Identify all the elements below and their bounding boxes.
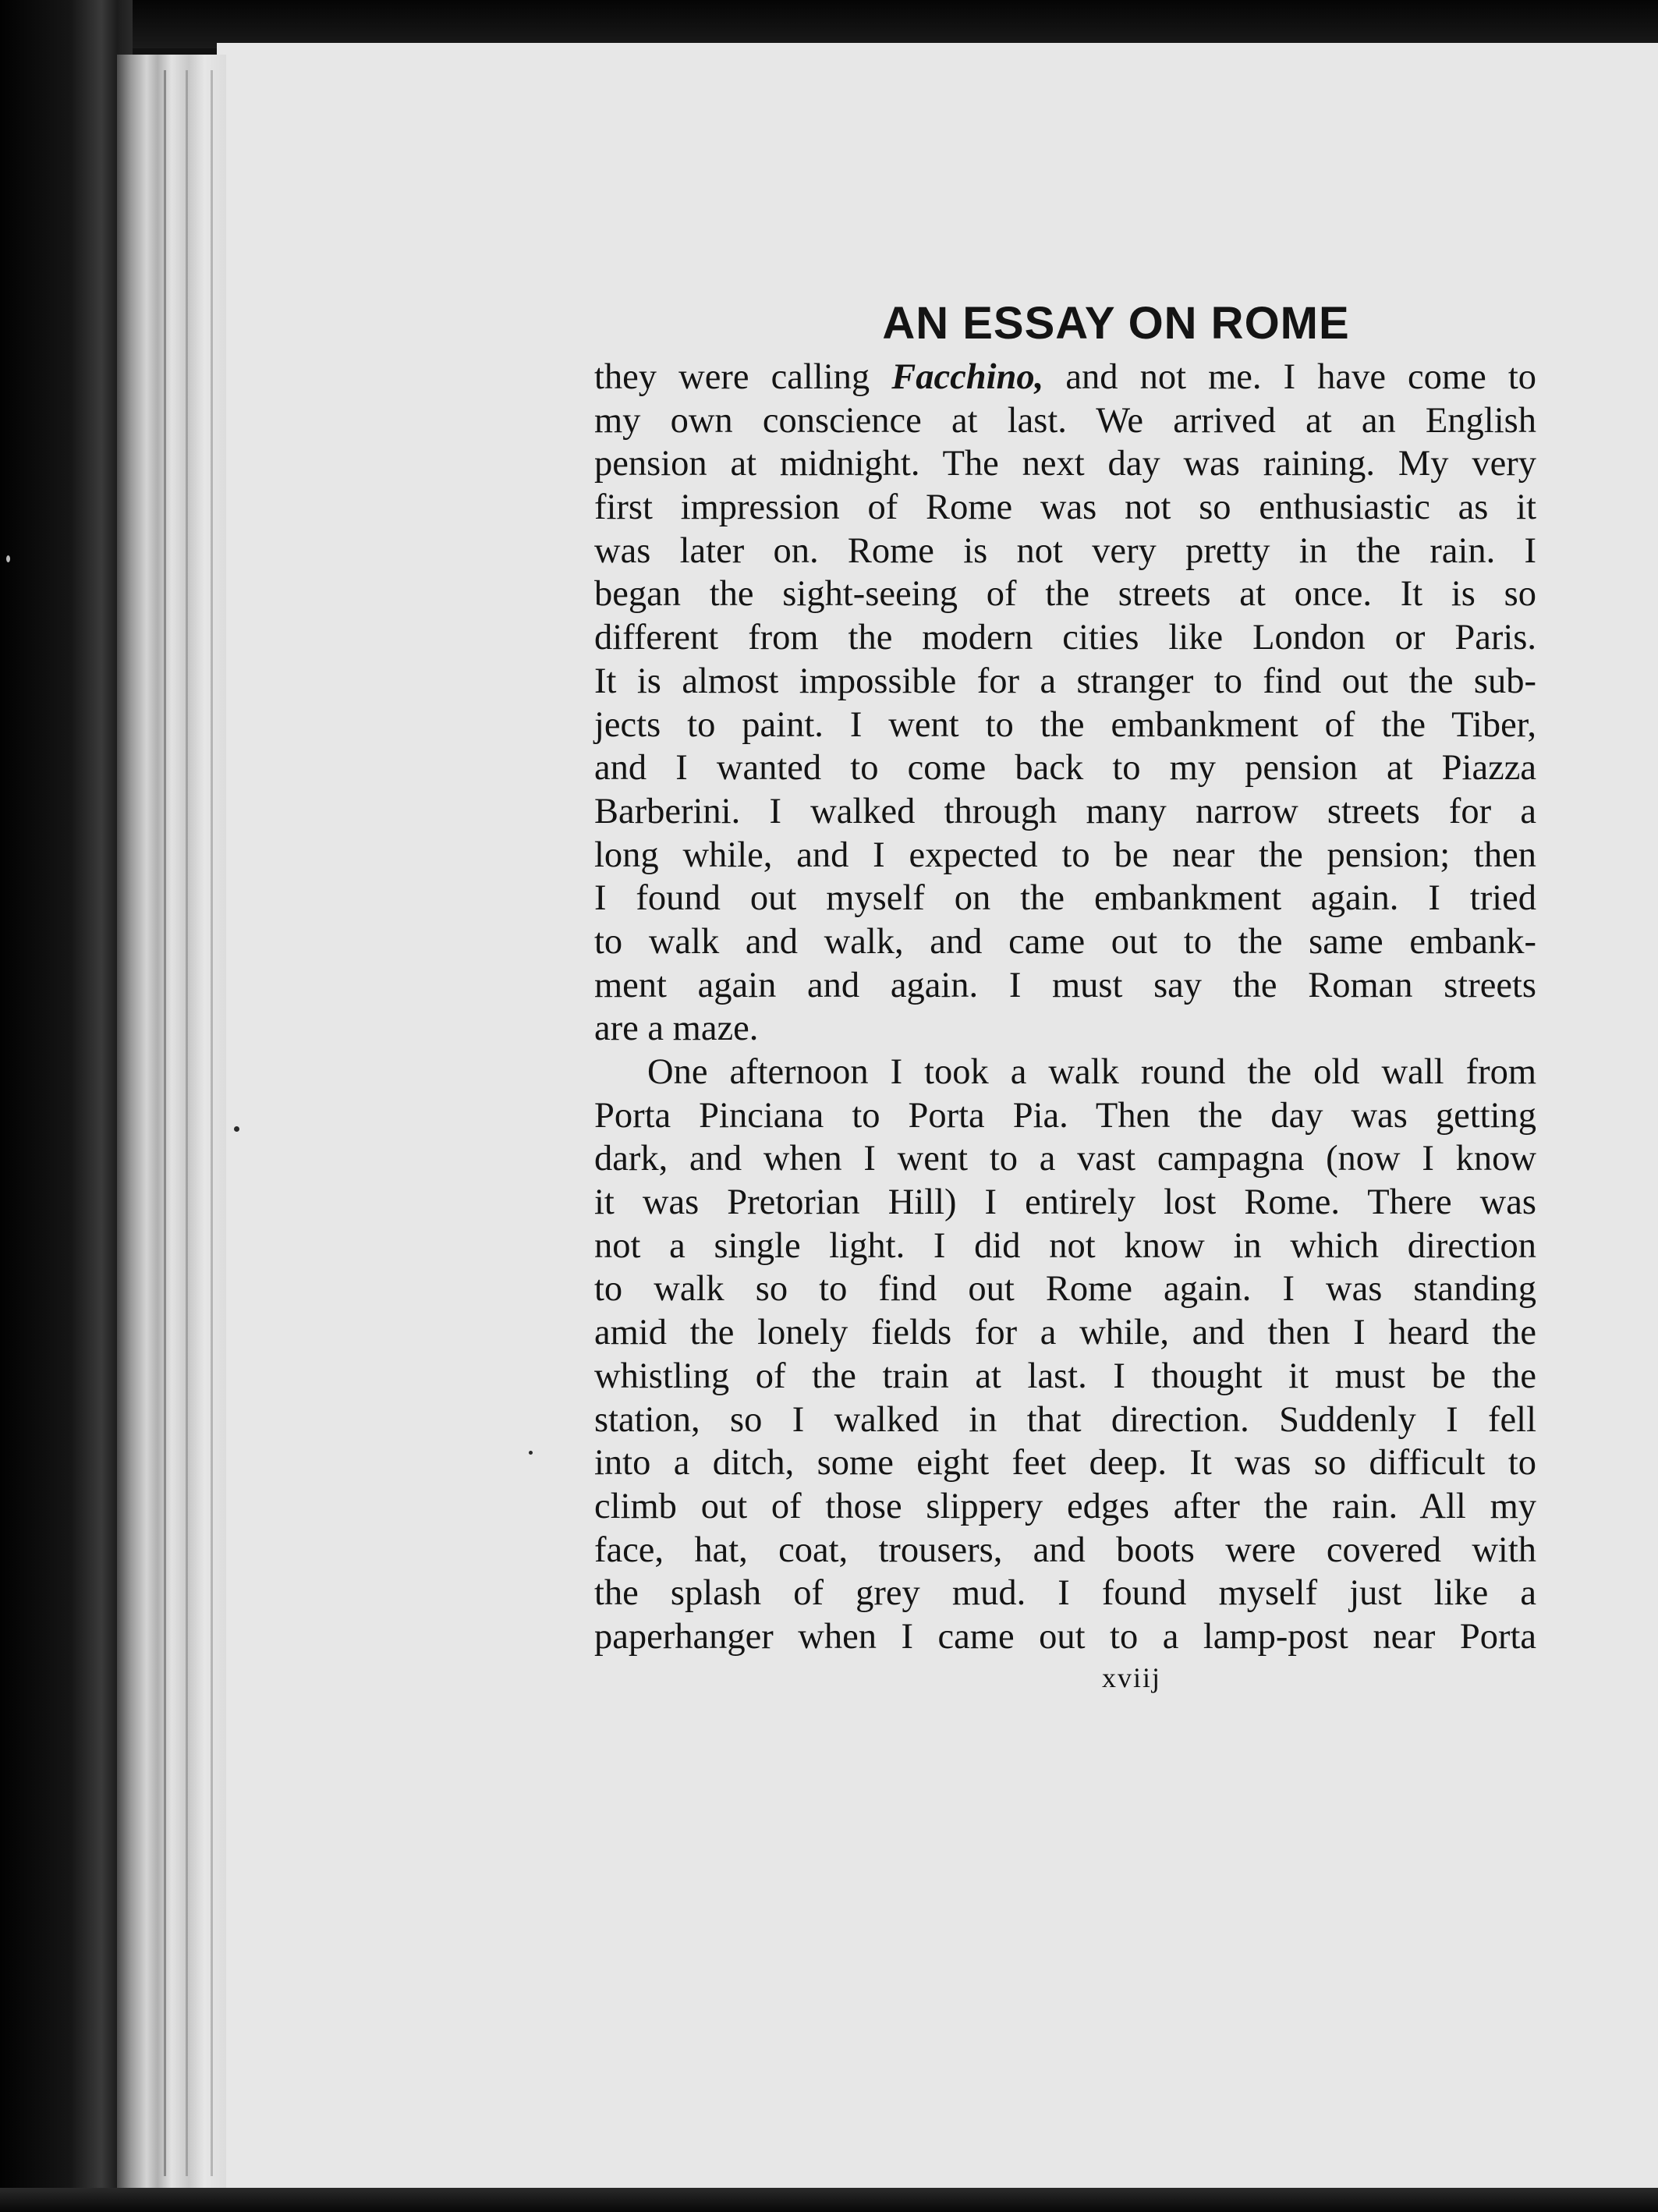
text-line: it was Pretorian Hill) I entirely lost Rome. There was <box>594 1182 1536 1223</box>
italic-word: Facchino, <box>891 357 1044 397</box>
text-line: first impression of Rome was not so enthusiastic as it <box>594 487 1536 528</box>
gutter-line <box>186 70 188 2176</box>
page-gutter-fold <box>117 55 226 2192</box>
text-block <box>594 296 1536 1695</box>
text-line: my own conscience at last. We arrived at an English <box>594 400 1536 441</box>
text-line: long while, and I expected to be near the pension; then <box>594 835 1536 875</box>
text-line: climb out of those slippery edges after the rain. All my <box>594 1486 1536 1526</box>
text-line: are a maze. <box>594 1009 759 1049</box>
text-line: whistling of the train at last. I thought it must be the <box>594 1356 1536 1396</box>
text-line: station, so I walked in that direction. Suddenly I fell <box>594 1399 1536 1440</box>
text-line: was later on. Rome is not very pretty in the rain. I <box>594 530 1536 571</box>
text-line: ment again and again. I must say the Roman streets <box>594 965 1536 1005</box>
text-line: into a ditch, some eight feet deep. It was so difficult to <box>594 1443 1536 1484</box>
text-line: Barberini. I walked through many narrow streets for a <box>594 791 1536 831</box>
gutter-line <box>164 70 166 2176</box>
text-line: to walk and walk, and came out to the same embank- <box>594 921 1536 962</box>
book-spine <box>0 0 133 2212</box>
text-line: to walk so to find out Rome again. I was standing <box>594 1269 1536 1310</box>
text-line: I found out myself on the embankment again. I tried <box>594 878 1536 919</box>
text-line: paperhanger when I came out to a lamp-post near Porta <box>594 1616 1536 1657</box>
scan-speck <box>529 1451 533 1455</box>
text-line: One afternoon I took a walk round the old wall from <box>647 1052 1536 1092</box>
text-line: they were calling Facchino, and not me. I have come to <box>594 357 1536 397</box>
scan-speck <box>234 1126 239 1132</box>
text-line: the splash of grey mud. I found myself just like a <box>594 1573 1536 1614</box>
gutter-line <box>211 70 213 2176</box>
text-line: different from the modern cities like London or Paris. <box>594 618 1536 658</box>
text-line: amid the lonely fields for a while, and then I heard the <box>594 1313 1536 1353</box>
text-line: dark, and when I went to a vast campagna (now I know <box>594 1139 1536 1179</box>
text-line: It is almost impossible for a stranger to find out the sub- <box>594 661 1536 701</box>
text-line: Porta Pinciana to Porta Pia. Then the day was getting <box>594 1095 1536 1136</box>
bottom-scan-border <box>0 2188 1658 2212</box>
top-scan-border <box>0 0 1658 48</box>
text-line: pension at midnight. The next day was raining. My very <box>594 444 1536 484</box>
running-head: AN ESSAY ON ROME <box>882 298 1350 349</box>
text-line: face, hat, coat, trousers, and boots were covered with <box>594 1530 1536 1570</box>
page-number: xviij <box>1101 1661 1161 1693</box>
text-line: and I wanted to come back to my pension at Piazza <box>594 748 1536 789</box>
scan-speck <box>6 555 10 562</box>
text-line: not a single light. I did not know in which direction <box>594 1225 1536 1266</box>
text-line: jects to paint. I went to the embankment of the Tiber, <box>594 704 1536 745</box>
text-line: began the sight-seeing of the streets at once. It is so <box>594 574 1536 615</box>
